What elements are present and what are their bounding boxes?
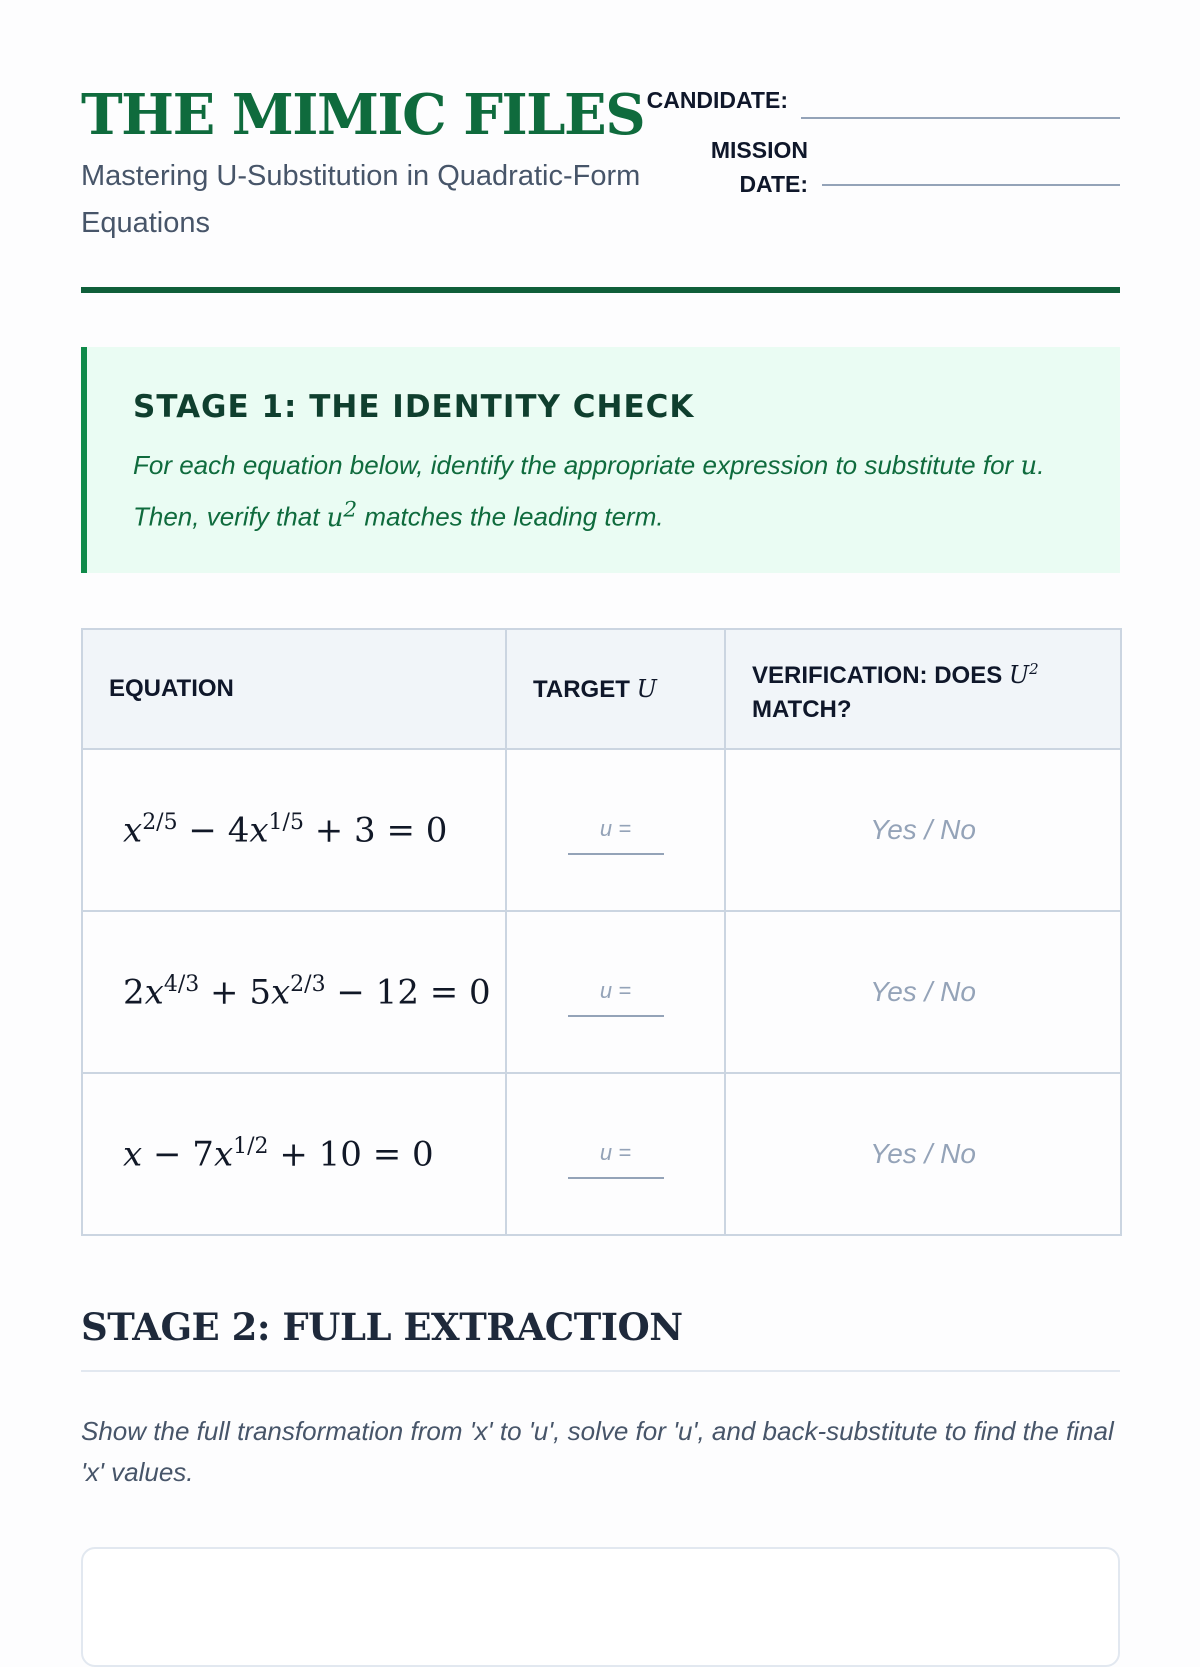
header-verification <box>725 629 1121 749</box>
stage1-instr-part2: . Then, verify that <box>133 450 1045 532</box>
mission-date-field[interactable] <box>822 184 1120 186</box>
equation-cell: $x^{2/5} - 4x^{1/5} + 3 = 0$ <box>82 749 506 911</box>
header-verify-var-exp: 2 <box>1029 659 1039 678</box>
verify-cell[interactable]: Yes / No <box>725 1073 1121 1235</box>
target-u-cell[interactable] <box>506 749 725 911</box>
var-u-squared <box>326 497 358 533</box>
target-u-cell[interactable] <box>506 1073 725 1235</box>
stage2-title: STAGE 2: FULL EXTRACTION <box>81 1305 683 1349</box>
worksheet-subtitle: Mastering U-Substitution in Quadratic-Form Equations <box>81 160 641 239</box>
mission-date-label <box>640 133 808 201</box>
table-header-row <box>82 629 1121 749</box>
header-equation: EQUATION <box>82 629 506 749</box>
stage1-callout <box>81 347 1120 573</box>
stage2-divider <box>81 1370 1120 1372</box>
equation-cell: $x - 7x^{1/2} + 10 = 0$ <box>82 1073 506 1235</box>
u-label: u = <box>599 1140 632 1165</box>
header-verify-var <box>1009 661 1039 689</box>
stage1-instructions <box>133 444 1073 540</box>
header-target-var: U <box>636 674 657 703</box>
u-answer-blank[interactable] <box>568 1129 664 1179</box>
table-row <box>82 749 1121 911</box>
u-label: u = <box>599 816 632 841</box>
u-answer-blank[interactable] <box>568 967 664 1017</box>
var-u2-exp: 2 <box>343 497 358 522</box>
answer-line <box>568 853 664 855</box>
header-verify-var-base: U <box>1008 660 1030 689</box>
header-verify-text: VERIFICATION: DOES <box>752 661 1003 689</box>
u-label: u = <box>599 978 632 1003</box>
answer-line <box>568 1177 664 1179</box>
var-u: u <box>1020 451 1038 481</box>
candidate-label: CANDIDATE: <box>646 87 788 113</box>
work-area[interactable] <box>81 1547 1120 1667</box>
worksheet-title: THE MIMIC FILES <box>81 82 645 148</box>
mission-date-label-line1: MISSION <box>710 137 808 163</box>
header-verify-suffix: MATCH? <box>752 695 852 723</box>
stage2-instructions: Show the full transformation from 'x' to 'u', solve for 'u', and back-substitute to find the final 'x' values. <box>81 1416 1114 1487</box>
var-u2-base: u <box>326 502 344 533</box>
stage1-instr-part3: matches the leading term. <box>364 501 664 532</box>
verify-cell[interactable]: Yes / No <box>725 911 1121 1073</box>
stage1-instr-part1: For each equation below, identify the appropriate expression to substitute for <box>133 450 1014 480</box>
u-answer-blank[interactable] <box>568 805 664 855</box>
mission-date-label-line2: DATE: <box>739 171 808 197</box>
table-row <box>82 1073 1121 1235</box>
verify-cell[interactable]: Yes / No <box>725 749 1121 911</box>
stage1-title: STAGE 1: THE IDENTITY CHECK <box>133 389 695 425</box>
header-target-text: TARGET <box>533 675 630 703</box>
header-divider <box>81 287 1120 293</box>
table-row <box>82 911 1121 1073</box>
target-u-cell[interactable] <box>506 911 725 1073</box>
header-target-u <box>506 629 725 749</box>
equation-cell: $2x^{4/3} + 5x^{2/3} - 12 = 0$ <box>82 911 506 1073</box>
identity-check-table <box>81 628 1122 1236</box>
candidate-field[interactable] <box>801 117 1120 119</box>
answer-line <box>568 1015 664 1017</box>
